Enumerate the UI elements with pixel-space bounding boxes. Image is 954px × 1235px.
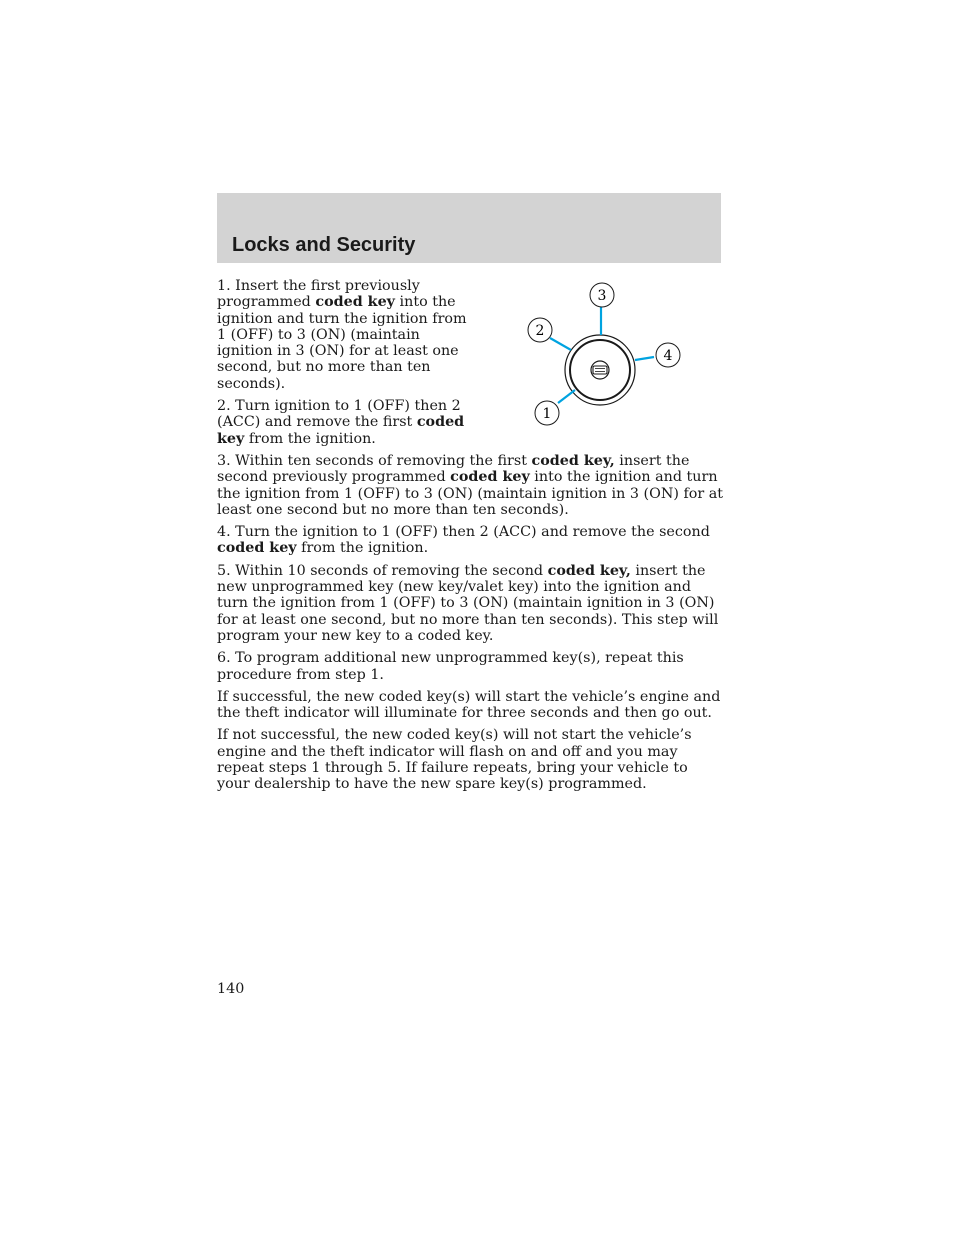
step-6: 6. To program additional new unprogrammed key(s), repeat this procedure from step 1. [217, 650, 684, 683]
position-3-callout [590, 283, 614, 307]
bold-term: coded key [217, 414, 465, 447]
step-3: 3. Within ten seconds of removing the first coded key, insert the second previously programmed coded key into the ignition and turn the ignition from 1 (OFF) to 3 (ON) (maintain ignition in 3 (ON) for at least one second but no more than ten seconds). [217, 452, 724, 518]
bold-term: coded key [315, 294, 395, 311]
position-4-line [635, 357, 654, 360]
success-note: If successful, the new coded key(s) will start the vehicle’s engine and the theft indicator will illuminate for three seconds and then go out. [217, 688, 721, 722]
position-1-callout [535, 401, 559, 425]
failure-note: If not successful, the new coded key(s) will not start the vehicle’s engine and the theft indicator will flash on and off and you may repeat steps 1 through 5. If failure repeats, bring your vehicle to your dealership to have the new spare key(s) programmed. [217, 727, 692, 793]
bold-term: coded key [450, 469, 530, 486]
page-number: 140 [217, 981, 245, 997]
position-1-label: 1 [542, 406, 552, 422]
position-4-label: 4 [663, 348, 673, 364]
position-4-callout [656, 343, 680, 367]
ignition-diagram [520, 278, 690, 433]
position-2-label: 2 [535, 323, 545, 339]
ignition-key-icon [565, 335, 635, 405]
section-header-band [217, 193, 721, 263]
position-1-line [558, 390, 575, 403]
step-2: 2. Turn ignition to 1 (OFF) then 2 (ACC) and remove the first coded key from the ignition. [217, 398, 465, 447]
position-2-callout [528, 318, 552, 342]
bold-term: coded key [217, 540, 297, 557]
step-5: 5. Within 10 seconds of removing the second coded key, insert the new unprogrammed key (new key/valet key) into the ignition and turn the ignition from 1 (OFF) to 3 (ON) (maintain ignition in 3 (ON) for at least one second, but no more than ten seconds). This step will program your new key to a coded key. [217, 562, 719, 644]
section-title: Locks and Security [232, 234, 416, 256]
position-3-label: 3 [597, 288, 607, 304]
step-4: 4. Turn the ignition to 1 (OFF) then 2 (ACC) and remove the second coded key from the ignition. [217, 524, 710, 557]
step-1: 1. Insert the first previously programmed coded key into the ignition and turn the ignition from 1 (OFF) to 3 (ON) (maintain ignition in 3 (ON) for at least one second, but no more than ten seconds). [217, 278, 467, 392]
bold-term: coded key, [531, 452, 615, 469]
bold-term: coded key, [547, 562, 631, 579]
position-2-line [550, 338, 571, 350]
